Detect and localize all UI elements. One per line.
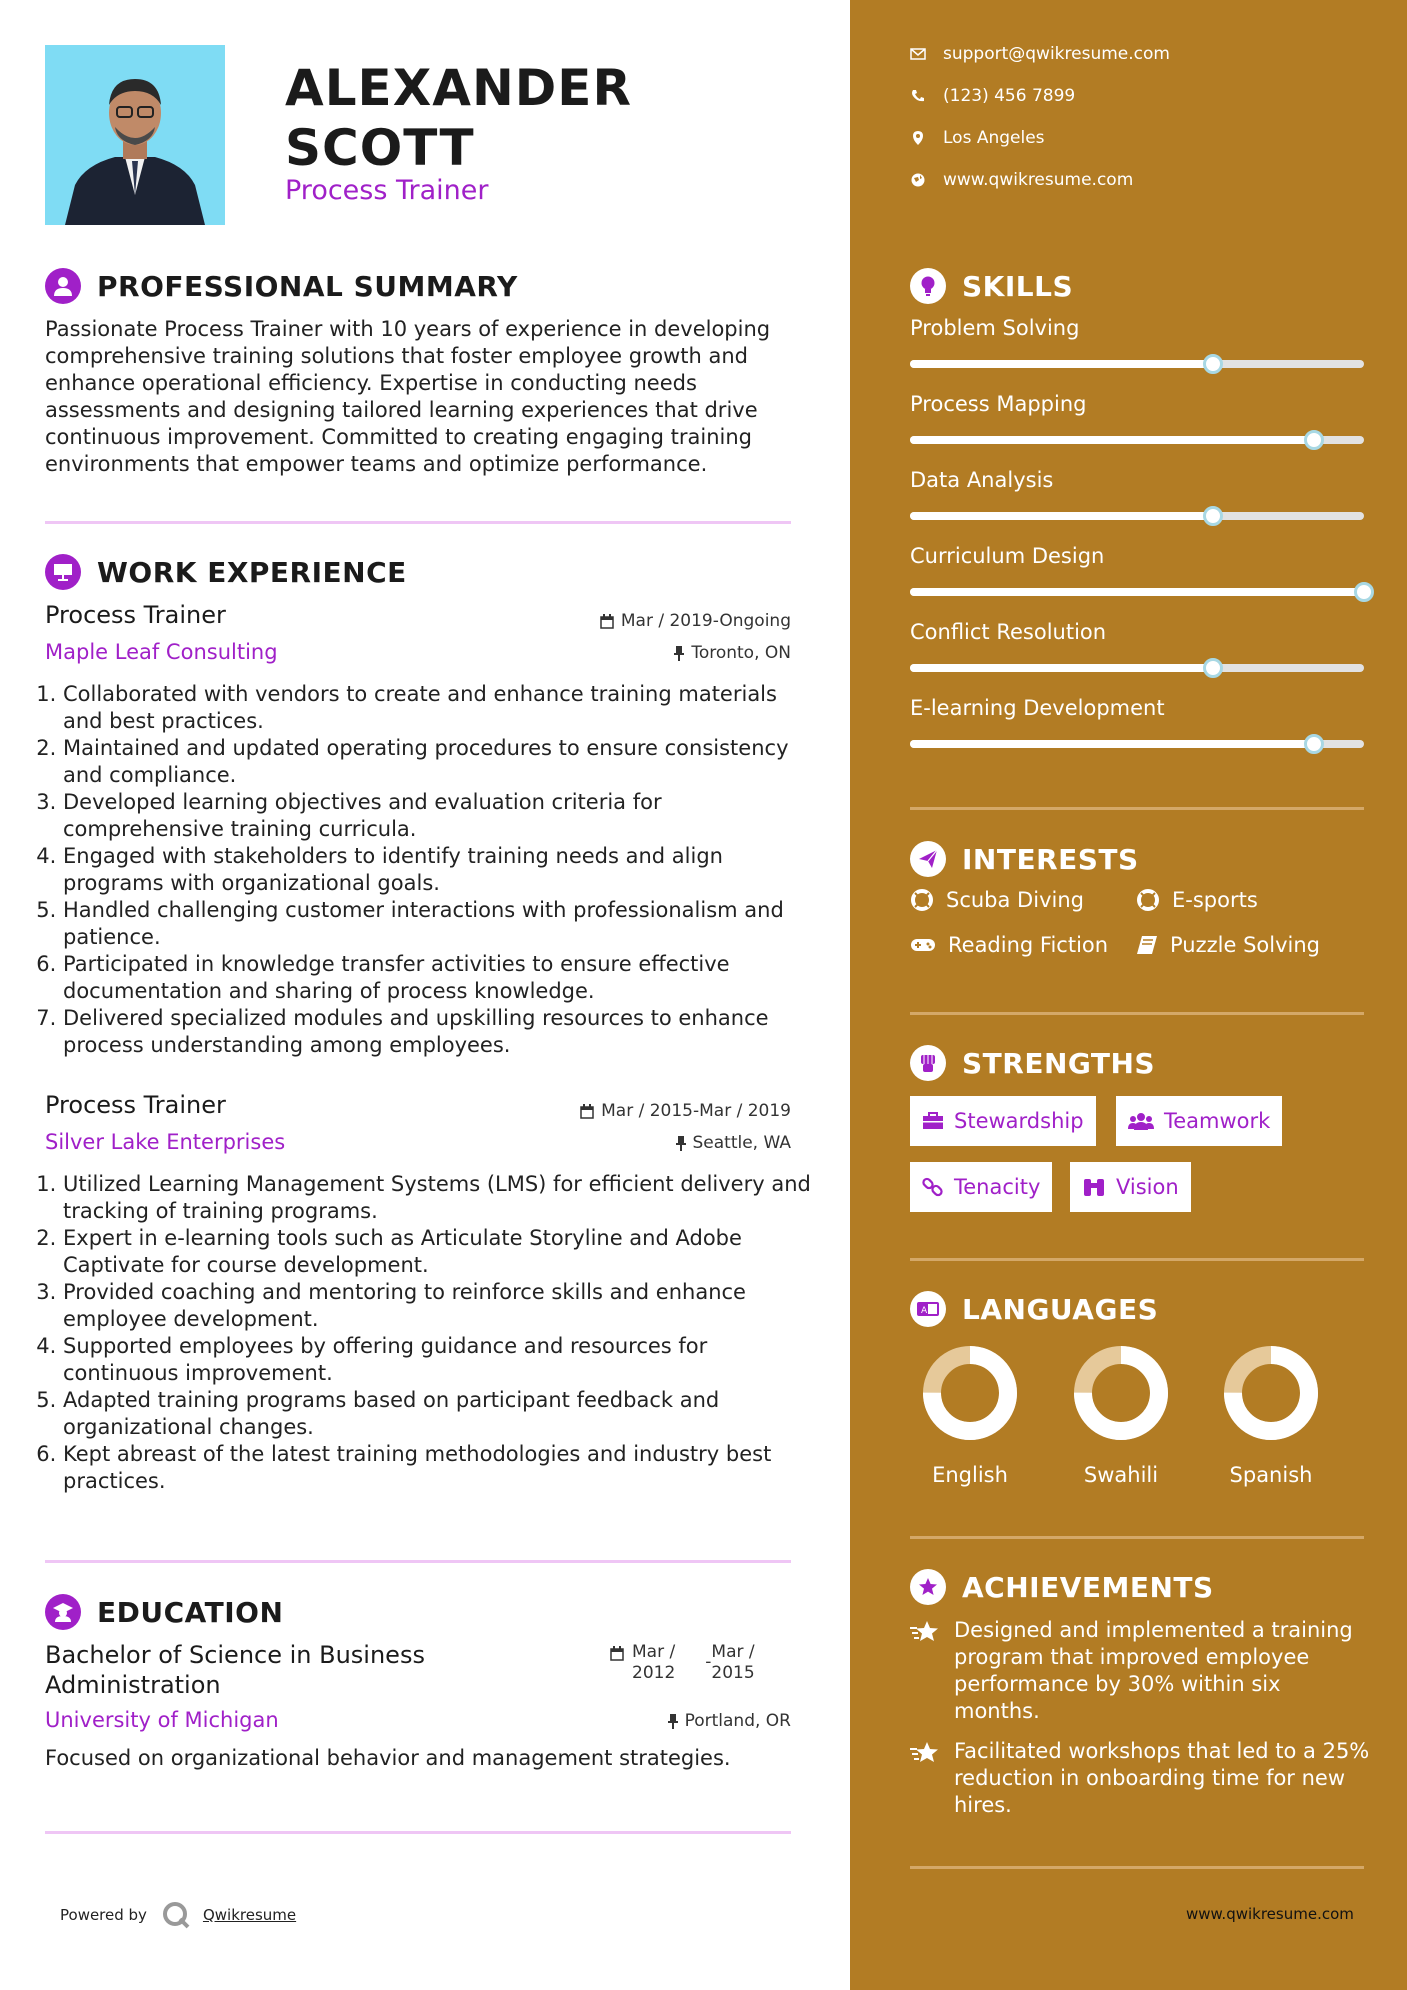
paper-plane-icon	[910, 841, 946, 877]
candidate-name	[285, 58, 632, 178]
skill-bar	[910, 664, 1364, 672]
powered-by-label: Powered by	[60, 1906, 147, 1924]
job-duties	[35, 1171, 823, 1495]
lifebuoy-icon	[1136, 888, 1160, 912]
duty-item: 6. Kept abreast of the latest training methodologies and industry best practices.	[63, 1441, 823, 1495]
lightbulb-icon	[910, 268, 946, 304]
interest-item	[910, 933, 1108, 957]
education-school: University of Michigan	[45, 1708, 279, 1732]
skill-label: Process Mapping	[910, 392, 1087, 416]
svg-text:A: A	[921, 1306, 928, 1316]
education-start-year: 2012	[632, 1663, 676, 1683]
section-divider	[45, 1560, 791, 1563]
language-label: Swahili	[1083, 1463, 1159, 1487]
job-dates-text: Mar / 2019-Ongoing	[620, 611, 791, 631]
calendar-icon	[610, 1646, 624, 1661]
gamepad-icon	[910, 936, 936, 954]
education-location	[668, 1711, 791, 1731]
job-company: Silver Lake Enterprises	[45, 1130, 286, 1154]
strength-chip	[910, 1162, 1052, 1212]
skill-label: Curriculum Design	[910, 544, 1105, 568]
strength-label: Teamwork	[1164, 1109, 1271, 1133]
strength-label: Stewardship	[954, 1109, 1084, 1133]
achievements-heading	[910, 1569, 1214, 1605]
skills-heading	[910, 268, 1073, 304]
phone-icon	[910, 89, 926, 103]
skill-bar	[910, 740, 1364, 748]
interests-heading	[910, 841, 1139, 877]
contact-phone[interactable]	[910, 86, 1075, 106]
skill-bar	[910, 360, 1364, 368]
map-marker-icon	[910, 130, 926, 146]
skill-bar-knob	[1203, 354, 1223, 374]
section-divider	[910, 1258, 1364, 1261]
interest-label: Scuba Diving	[946, 888, 1084, 912]
skill-bar-knob	[1203, 506, 1223, 526]
section-divider	[910, 1012, 1364, 1015]
star-icon	[910, 1740, 942, 1766]
strength-chip	[910, 1096, 1096, 1146]
globe-icon	[910, 172, 926, 188]
skill-bar-knob	[1304, 430, 1324, 450]
interest-item	[1136, 888, 1258, 912]
duty-item: 2. Expert in e-learning tools such as Articulate Storyline and Adobe Captivate for course development.	[63, 1225, 823, 1279]
languages-heading	[910, 1291, 1158, 1327]
achievement-text: Designed and implemented a training program that improved employee performance by 30% within six months.	[954, 1618, 1353, 1723]
footer-website[interactable]: www.qwikresume.com	[1186, 1905, 1354, 1923]
language-label: Spanish	[1229, 1463, 1313, 1487]
interests-title: INTERESTS	[962, 842, 1139, 876]
skill-bar-fill	[910, 436, 1314, 444]
education-date-separator: -	[705, 1652, 712, 1672]
qwikresume-link[interactable]: Qwikresume	[202, 1906, 297, 1924]
language-donut	[920, 1343, 1020, 1443]
achievement-text: Facilitated workshops that led to a 25% reduction in onboarding time for new hires.	[954, 1739, 1370, 1817]
job-dates	[580, 1101, 791, 1121]
achievement-item	[910, 1617, 1370, 1725]
duty-item: 4. Supported employees by offering guidance and resources for continuous improvement.	[63, 1333, 823, 1387]
languages-title: LANGUAGES	[962, 1292, 1159, 1326]
section-divider	[45, 521, 791, 524]
achievements-title: ACHIEVEMENTS	[962, 1570, 1214, 1604]
job-title: Process Trainer	[45, 601, 226, 629]
language-item	[1206, 1343, 1336, 1487]
presentation-icon	[45, 554, 81, 590]
skill-bar-knob	[1354, 582, 1374, 602]
job-duties	[35, 681, 823, 1059]
achievement-item	[910, 1738, 1370, 1819]
skill-bar-fill	[910, 512, 1213, 520]
user-icon	[45, 268, 81, 304]
skill-bar-knob	[1203, 658, 1223, 678]
contact-website-text: www.qwikresume.com	[943, 170, 1134, 190]
contact-phone-text: (123) 456 7899	[943, 86, 1076, 106]
work-heading	[45, 554, 407, 590]
star-badge-icon	[910, 1569, 946, 1605]
language-item	[905, 1343, 1035, 1487]
pin-icon	[668, 1714, 678, 1729]
education-start	[632, 1642, 675, 1684]
calendar-icon	[580, 1104, 594, 1119]
users-icon	[1128, 1111, 1154, 1131]
last-name: SCOTT	[285, 119, 475, 177]
briefcase-icon	[922, 1112, 944, 1130]
lifebuoy-icon	[910, 888, 934, 912]
duty-item: 5. Adapted training programs based on participant feedback and organizational changes.	[63, 1387, 823, 1441]
summary-text: Passionate Process Trainer with 10 years of experience in developing comprehensive training solutions that foster employee growth and enhance operational efficiency. Expertise in conducting needs assessments and designing tailored learning experiences that drive continuous improvement. Committed to creating engaging training environments that empower teams and optimize performance.	[45, 317, 771, 476]
interest-label: Reading Fiction	[948, 933, 1109, 957]
profile-photo	[45, 45, 225, 225]
education-end	[711, 1642, 754, 1684]
education-degree: Bachelor of Science in Business Administration	[45, 1641, 425, 1699]
interest-label: Puzzle Solving	[1170, 933, 1320, 957]
job-title: Process Trainer	[45, 1091, 226, 1119]
star-icon	[910, 1619, 942, 1645]
education-location-text: Portland, OR	[684, 1711, 791, 1731]
section-divider	[45, 1831, 791, 1834]
skills-title: SKILLS	[962, 269, 1074, 303]
first-name: ALEXANDER	[285, 59, 632, 117]
skill-bar-fill	[910, 360, 1213, 368]
education-description: Focused on organizational behavior and management strategies.	[45, 1746, 731, 1770]
summary-heading	[45, 268, 518, 304]
contact-location-text: Los Angeles	[943, 128, 1045, 148]
skill-bar	[910, 436, 1364, 444]
skill-bar-fill	[910, 740, 1314, 748]
job-location-text: Toronto, ON	[691, 643, 791, 663]
strength-label: Vision	[1116, 1175, 1179, 1199]
graduate-icon	[45, 1594, 81, 1630]
fist-icon	[910, 1045, 946, 1081]
contact-email[interactable]	[910, 44, 1170, 64]
job-location-text: Seattle, WA	[692, 1133, 791, 1153]
work-title: WORK EXPERIENCE	[97, 555, 407, 589]
duty-item: 4. Engaged with stakeholders to identify training needs and align programs with organizational goals.	[63, 843, 823, 897]
book-icon	[1136, 935, 1158, 955]
strengths-heading	[910, 1045, 1155, 1081]
education-title: EDUCATION	[97, 1595, 284, 1629]
candidate-role: Process Trainer	[285, 175, 489, 206]
interest-label: E-sports	[1172, 888, 1258, 912]
education-start-month: Mar /	[632, 1642, 676, 1662]
job-dates	[600, 611, 791, 631]
skill-bar	[910, 512, 1364, 520]
skill-bar	[910, 588, 1364, 596]
language-donut	[1071, 1343, 1171, 1443]
skill-label: Data Analysis	[910, 468, 1054, 492]
strengths-title: STRENGTHS	[962, 1046, 1156, 1080]
skill-bar-fill	[910, 664, 1213, 672]
duty-item: 2. Maintained and updated operating procedures to ensure consistency and compliance.	[63, 735, 823, 789]
education-dates	[610, 1642, 755, 1684]
summary-title: PROFESSIONAL SUMMARY	[97, 269, 518, 303]
skill-label: Conflict Resolution	[910, 620, 1107, 644]
language-label: English	[932, 1463, 1008, 1487]
duty-item: 1. Collaborated with vendors to create and enhance training materials and best practices.	[63, 681, 823, 735]
contact-email-text: support@qwikresume.com	[943, 44, 1170, 64]
duty-item: 6. Participated in knowledge transfer activities to ensure effective documentation and sharing of process knowledge.	[63, 951, 823, 1005]
link-icon	[922, 1176, 944, 1198]
duty-item: 7. Delivered specialized modules and upskilling resources to enhance process understanding among employees.	[63, 1005, 823, 1059]
duty-item: 5. Handled challenging customer interactions with professionalism and patience.	[63, 897, 823, 951]
duty-item: 3. Developed learning objectives and evaluation criteria for comprehensive training curricula.	[63, 789, 823, 843]
envelope-icon	[910, 48, 926, 60]
education-heading	[45, 1594, 283, 1630]
section-divider	[910, 1866, 1364, 1869]
skill-bar-fill	[910, 588, 1364, 596]
calendar-icon	[600, 614, 614, 629]
strength-label: Tenacity	[954, 1175, 1041, 1199]
skill-label: E-learning Development	[910, 696, 1165, 720]
translate-icon	[910, 1291, 946, 1327]
skill-bar-knob	[1304, 734, 1324, 754]
duty-item: 1. Utilized Learning Management Systems (LMS) for efficient delivery and tracking of training programs.	[63, 1171, 823, 1225]
powered-by	[60, 1900, 296, 1930]
skill-label: Problem Solving	[910, 316, 1080, 340]
qwikresume-logo-icon	[161, 1900, 191, 1930]
job-dates-text: Mar / 2015-Mar / 2019	[601, 1101, 791, 1121]
job-company: Maple Leaf Consulting	[45, 640, 278, 664]
pin-icon	[674, 646, 684, 661]
language-item	[1056, 1343, 1186, 1487]
pin-icon	[676, 1136, 686, 1151]
section-divider	[910, 807, 1364, 810]
interest-item	[910, 888, 1084, 912]
duty-item: 3. Provided coaching and mentoring to reinforce skills and enhance employee development.	[63, 1279, 823, 1333]
strength-chip	[1070, 1162, 1191, 1212]
section-divider	[910, 1536, 1364, 1539]
job-location	[676, 1133, 792, 1153]
job-location	[674, 643, 791, 663]
language-donut	[1221, 1343, 1321, 1443]
education-end-year: 2015	[711, 1663, 755, 1683]
interest-item	[1136, 933, 1320, 957]
binoculars-icon	[1082, 1177, 1106, 1197]
contact-website[interactable]	[910, 170, 1133, 190]
strength-chip	[1116, 1096, 1282, 1146]
contact-location	[910, 128, 1045, 148]
education-end-month: Mar /	[711, 1642, 755, 1662]
